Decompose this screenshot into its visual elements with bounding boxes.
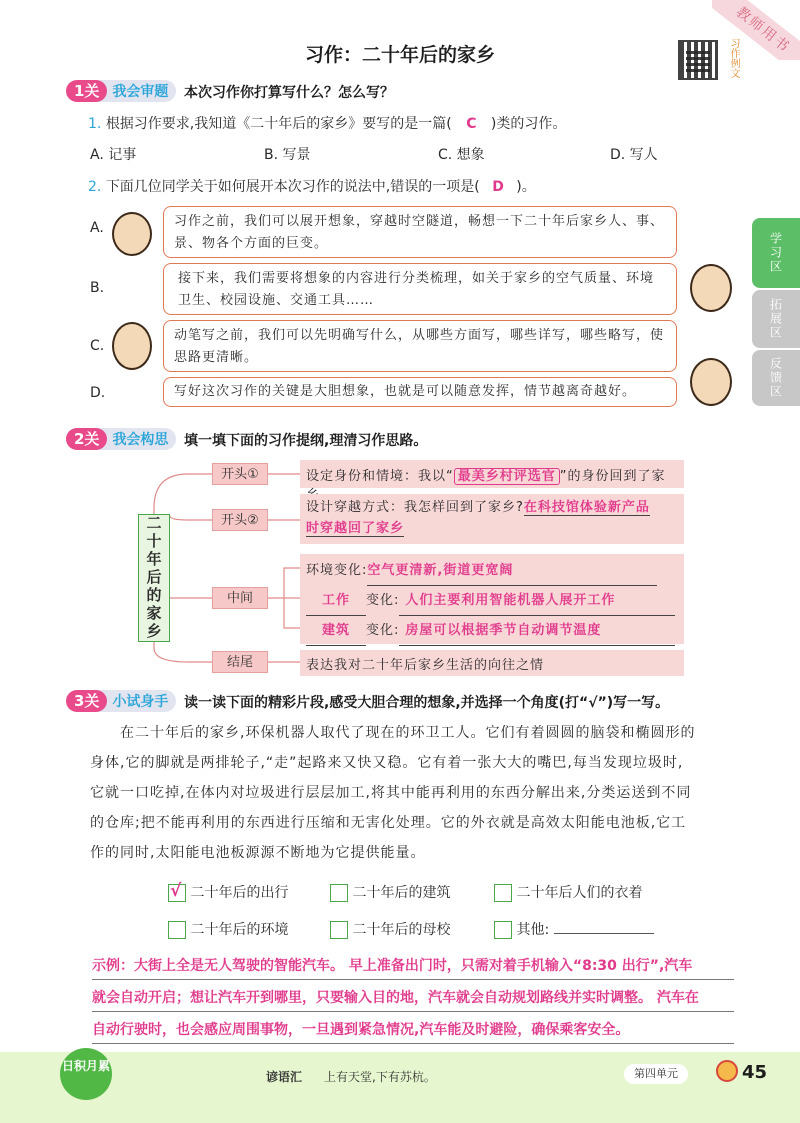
question-1-text-b: )类的习作。	[490, 116, 567, 132]
q2-option-c-label: C.	[90, 338, 105, 354]
level3-number: 3关	[66, 690, 107, 712]
sample-paragraph-line-4: 的仓库;把不能再利用的东西进行压缩和无害化处理。它的外衣就是高效太阳能电池板,它工	[90, 815, 687, 831]
example-line-3: 自动行驶时，也会感应周围事物，一旦遇到紧急情况,汽车能及时避险，确保乘客安全。	[92, 1022, 630, 1038]
qr-code-icon[interactable]	[678, 40, 718, 80]
level1-name: 我会审题	[112, 84, 169, 100]
question-2-text-a: 下面几位同学关于如何展开本次习作的说法中,错误的一项是(	[105, 179, 480, 195]
middle-2-mid: 变化:	[366, 593, 400, 608]
middle-1-prefix: 环境变化:	[306, 563, 368, 578]
question-2-text-b: )。	[516, 179, 536, 195]
level1-badge	[66, 80, 176, 102]
sample-paragraph-line-2: 身体,它的脚就是两排轮子,“走”起路来又快又稳。它有着一张大大的嘴巴,每当发现垃圾时,	[90, 755, 684, 771]
checkbox-school[interactable]	[330, 921, 348, 939]
writing-line-3	[92, 1043, 734, 1044]
level1-heading: 本次习作你打算写什么？怎么写？	[184, 85, 394, 101]
sample-paragraph-line-3: 它就一口吃掉,在体内对垃圾进行层层加工,将其中能再利用的东西分解出来,分类运送到不同	[90, 785, 692, 801]
level3-badge	[66, 690, 176, 712]
question-2	[88, 176, 536, 196]
mascot-icon	[716, 1060, 738, 1082]
middle-3-answer: 房屋可以根据季节自动调节温度	[399, 616, 675, 646]
unit-badge: 第四单元	[624, 1064, 688, 1084]
outline-node-ending: 结尾	[212, 651, 268, 673]
student-avatar-a	[112, 212, 152, 256]
sample-paragraph-line-5: 作的同时,太阳能电池板源源不断地为它提供能量。	[90, 845, 426, 861]
middle-3-blank: 建筑	[306, 616, 366, 646]
choice-clothing[interactable]	[494, 882, 642, 902]
level3-heading: 读一读下面的精彩片段,感受大胆合理的想象,并选择一个角度(打“√”)写一写。	[184, 695, 670, 711]
opening1-prefix: 设定身份和情境：我以“	[306, 469, 454, 484]
q1-option-c: C. 想象	[438, 147, 485, 163]
student-avatar-d	[690, 358, 732, 406]
opening2-answer-a: 在科技馆体验新产品	[523, 500, 650, 515]
outline-opening2-box	[300, 494, 684, 544]
q2-option-a-text: 习作之前，我们可以展开想象，穿越时空隧道，畅想一下二十年后家乡人、事、景、物各个方面的巨变。	[163, 206, 677, 258]
q1-option-b: B. 写景	[264, 147, 311, 163]
tab-feedback[interactable]: 反馈区	[752, 350, 800, 406]
q1-option-a: A. 记事	[90, 147, 137, 163]
outline-middle-box	[300, 554, 684, 644]
daily-accumulation-badge: 日积月累	[60, 1048, 112, 1100]
choice-travel-label: 二十年后的出行	[190, 885, 289, 901]
q2-option-b-text: 接下来，我们需要将想象的内容进行分类梳理，如关于家乡的空气质量、环境卫生、校园设施、交通工具……	[163, 263, 677, 315]
choice-architecture[interactable]	[330, 882, 450, 902]
footer-proverb: 上有天堂,下有苏杭。	[324, 1070, 436, 1084]
student-avatar-c	[112, 322, 152, 370]
choice-architecture-label: 二十年后的建筑	[352, 885, 451, 901]
footer-band	[0, 1052, 800, 1123]
choice-other-label: 其他:	[516, 922, 550, 938]
middle-2-answer: 人们主要利用智能机器人展开工作	[399, 586, 675, 616]
outline-connectors	[150, 460, 310, 676]
q2-option-d-label: D.	[90, 385, 106, 401]
outline-opening1-box	[300, 460, 684, 488]
example-line-1: 示例：大街上全是无人驾驶的智能汽车。 早上准备出门时，只需对着手机输入“8:30 出行”,汽车	[92, 958, 693, 974]
level2-heading: 填一填下面的习作提纲,理清习作思路。	[184, 433, 428, 449]
question-1-answer: C	[466, 116, 477, 132]
question-2-answer: D	[492, 179, 504, 195]
qr-label: 习作例文	[728, 38, 739, 78]
outline-root: 二十年后的家乡	[138, 514, 170, 642]
middle-2-blank: 工作	[306, 586, 366, 616]
opening1-answer: 最美乡村评选官	[454, 468, 560, 485]
choice-environment[interactable]	[168, 919, 288, 939]
opening1-suffix: ”的身份回到了家	[559, 469, 666, 484]
example-line-2: 就会自动开启；想让汽车开到哪里，只要输入目的地，汽车就会自动规划路线并实时调整。 汽车在	[92, 990, 699, 1006]
outline-node-opening2: 开头②	[212, 509, 268, 531]
footer-label: 谚语汇	[266, 1070, 303, 1084]
question-1	[88, 113, 566, 133]
checkbox-environment[interactable]	[168, 921, 186, 939]
checkbox-architecture[interactable]	[330, 884, 348, 902]
q2-option-d-text: 写好这次习作的关键是大胆想象，也就是可以随意发挥，情节越离奇越好。	[163, 377, 677, 407]
q2-option-b-label: B.	[90, 280, 105, 296]
check-mark-icon: √	[170, 881, 182, 901]
page-number: 45	[742, 1062, 768, 1083]
opening2-answer-b: 时穿越回了家乡	[306, 521, 405, 536]
checkbox-clothing[interactable]	[494, 884, 512, 902]
level3-name: 小试身手	[112, 694, 169, 710]
tab-study[interactable]: 学习区	[752, 218, 800, 288]
outline-node-middle: 中间	[212, 587, 268, 609]
q2-option-c-text: 动笔写之前，我们可以先明确写什么，从哪些方面写，哪些详写，哪些略写，使思路更清晰。	[163, 320, 677, 372]
middle-1-answer: 空气更清新,街道更宽阔	[367, 556, 657, 586]
q1-option-d: D. 写人	[610, 147, 658, 163]
choice-travel[interactable]	[168, 882, 288, 902]
outline-ending-box: 表达我对二十年后家乡生活的向往之情	[300, 650, 684, 676]
choice-environment-label: 二十年后的环境	[190, 922, 289, 938]
q2-option-a-label: A.	[90, 220, 104, 236]
choice-other[interactable]	[494, 919, 654, 939]
page-title: 习作：二十年后的家乡	[304, 44, 495, 66]
opening2-prefix: 设计穿越方式：我怎样回到了家乡?	[306, 500, 524, 515]
checkbox-other[interactable]	[494, 921, 512, 939]
other-blank-line[interactable]	[554, 920, 654, 934]
outline-node-opening1: 开头①	[212, 463, 268, 485]
sample-paragraph-line-1: 在二十年后的家乡,环保机器人取代了现在的环卫工人。它们有着圆圆的脑袋和椭圆形的	[120, 725, 696, 741]
middle-3-mid: 变化:	[366, 623, 400, 638]
corner-label: 教师用书	[712, 0, 800, 60]
question-1-text-a: 根据习作要求,我知道《二十年后的家乡》要写的是一篇(	[105, 116, 452, 132]
level2-name: 我会构思	[112, 432, 169, 448]
checkbox-travel[interactable]	[168, 881, 186, 902]
level2-number: 2关	[66, 428, 107, 450]
question-1-number: 1.	[88, 116, 102, 132]
level2-badge	[66, 428, 176, 450]
level1-number: 1关	[66, 80, 107, 102]
choice-school[interactable]	[330, 919, 450, 939]
student-avatar-b	[690, 264, 732, 312]
choice-clothing-label: 二十年后人们的衣着	[516, 885, 643, 901]
tab-extend[interactable]: 拓展区	[752, 290, 800, 348]
choice-school-label: 二十年后的母校	[352, 922, 451, 938]
question-2-number: 2.	[88, 179, 102, 195]
